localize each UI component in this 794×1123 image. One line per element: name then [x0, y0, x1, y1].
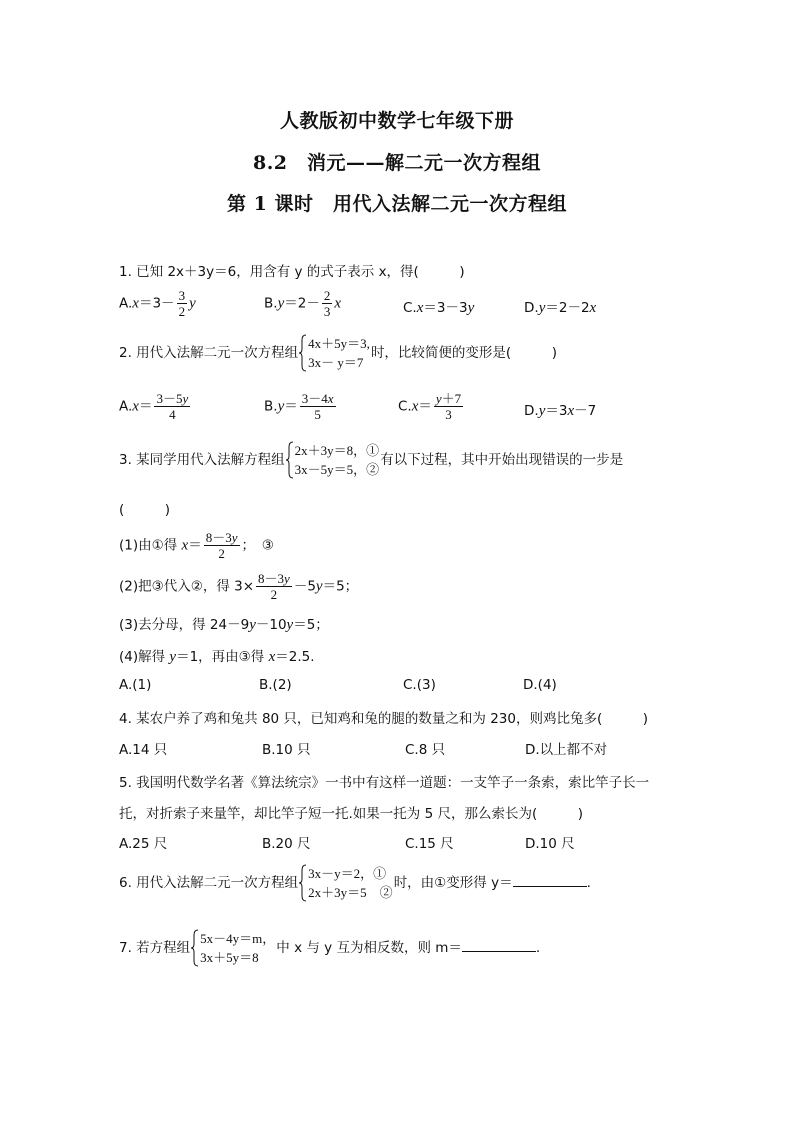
question-5-option-a: A.25 尺: [119, 836, 168, 852]
question-3-option-d: D.(4): [523, 677, 557, 693]
left-brace-icon: [285, 441, 294, 479]
question-1-option-c: C.x＝3－3y: [403, 300, 475, 316]
question-4-option-d: D.以上都不对: [525, 742, 608, 758]
question-2-option-a: A.x＝ $\frac{3-5y}{4}$: [119, 391, 189, 422]
question-1-option-a: A.x＝3－ $\frac{3}{2}$ y: [119, 288, 196, 319]
question-3-answer-paren: ( ): [119, 502, 171, 518]
answer-blank[interactable]: [462, 937, 536, 952]
question-3-step-4: (4)解得 y＝1，再由③得 x＝2.5.: [119, 649, 315, 665]
question-2-option-c: C.x＝ $\frac{y+7}{3}$: [398, 391, 462, 422]
section-title: 8.2 消元——解二元一次方程组: [252, 152, 542, 174]
answer-blank[interactable]: [513, 872, 587, 887]
question-4-option-a: A.14 只: [119, 742, 168, 758]
question-3-option-a: A.(1): [119, 677, 152, 693]
question-3-stem: 3. 某同学用代入法解方程组 2x＋3y＝8，① 3x－5y＝5，② 有以下过程，其中开始出现错误的一步是: [119, 443, 624, 477]
fraction: $\frac{8-3y}{2}$: [205, 530, 238, 561]
equation-system: 2x＋3y＝8，① 3x－5y＝5，②: [285, 441, 380, 479]
question-5-option-b: B.20 尺: [262, 836, 311, 852]
question-5-stem-line-1: 5. 我国明代数学名著《算法统宗》一书中有这样一道题：一支竿子一条索，索比竿子长一: [119, 775, 650, 791]
question-3-option-c: C.(3): [403, 677, 436, 693]
fraction: $\frac{3}{2}$: [178, 288, 186, 319]
question-3-step-3: (3)去分母，得 24－9y－10y＝5；: [119, 617, 329, 633]
question-4-stem: 4. 某农户养了鸡和兔共 80 只，已知鸡和兔的腿的数量之和为 230，则鸡比兔多( ): [119, 711, 649, 727]
question-4-option-b: B.10 只: [262, 742, 311, 758]
question-2-stem: 2. 用代入法解二元一次方程组 4x＋5y＝3, 3x－ y＝7 时，比较简便的变形是( ): [119, 336, 557, 370]
question-7-stem: 7. 若方程组 5x－4y＝m， 3x＋5y＝8 中 x 与 y 互为相反数，则 m＝ .: [119, 931, 541, 965]
question-3-step-1: (1)由①得 x＝ $\frac{8-3y}{2}$ ； ③: [119, 530, 274, 561]
question-5-option-d: D.10 尺: [525, 836, 575, 852]
question-2-option-b: B.y＝ $\frac{3-4x}{5}$: [264, 391, 334, 422]
question-3-option-b: B.(2): [259, 677, 292, 693]
left-brace-icon: [298, 864, 307, 902]
fraction: $\frac{y+7}{3}$: [435, 391, 462, 422]
question-5-stem-line-2: 托，对折索子来量竿，却比竿子短一托.如果一托为 5 尺，那么索长为( ): [119, 806, 583, 822]
question-6-stem: 6. 用代入法解二元一次方程组 3x－y＝2，① 2x＋3y＝5 ② 时，由①变形得 y＝ .: [119, 866, 591, 900]
question-4-option-c: C.8 只: [405, 742, 446, 758]
equation-system: 4x＋5y＝3, 3x－ y＝7: [298, 334, 370, 372]
document-title: 人教版初中数学七年级下册: [279, 110, 514, 132]
question-1-option-d: D.y＝2－2x: [524, 300, 597, 316]
lesson-title: 第 1 课时 用代入法解二元一次方程组: [227, 193, 567, 215]
fraction: $\frac{3-4x}{5}$: [301, 391, 334, 422]
fraction: $\frac{2}{3}$: [323, 288, 331, 319]
question-1-stem: 1. 已知 2x＋3y＝6，用含有 y 的式子表示 x，得( ): [119, 264, 465, 280]
fraction: $\frac{8-3y}{2}$: [258, 571, 290, 602]
left-brace-icon: [298, 334, 307, 372]
question-3-step-2: (2)把③代入②，得 3× $\frac{8-3y}{2}$ －5y＝5；: [119, 571, 359, 602]
question-5-option-c: C.15 尺: [405, 836, 454, 852]
question-2-option-d: D.y＝3x－7: [524, 403, 597, 419]
fraction: $\frac{3-5y}{4}$: [156, 391, 189, 422]
left-brace-icon: [190, 929, 199, 967]
equation-system: 3x－y＝2，① 2x＋3y＝5 ②: [298, 864, 393, 902]
question-1-option-b: B.y＝2－ $\frac{2}{3}$ x: [264, 288, 341, 319]
equation-system: 5x－4y＝m， 3x＋5y＝8: [190, 929, 275, 967]
